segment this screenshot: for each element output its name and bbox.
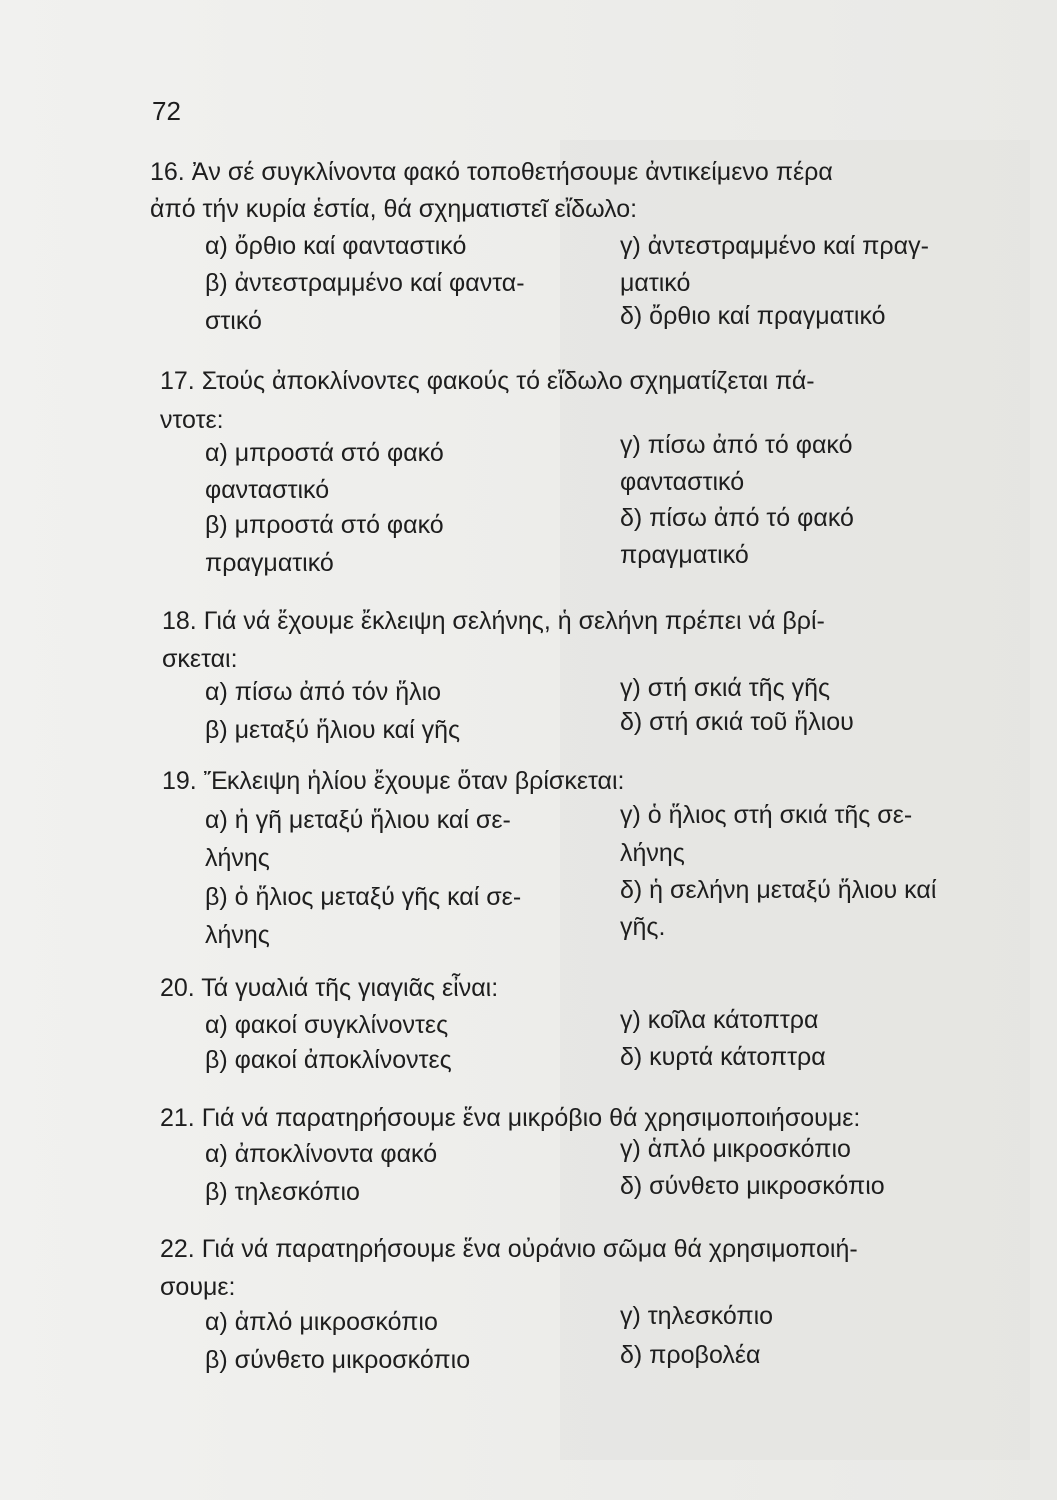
question-20-option-a: α) φακοί συγκλίνοντες [205,1011,449,1039]
question-16-stem-line-2: ἀπό τήν κυρία ἑστία, θά σχηματιστεῖ εἴδωλο: [150,195,638,223]
question-17-stem-line-1: 17. Στούς ἀποκλίνοντες φακούς τό εἴδωλο σχηματίζεται πά- [160,367,815,395]
question-17-option-d: δ) πίσω ἀπό τό φακό [620,504,854,532]
question-18-option-c: γ) στή σκιά τῆς γῆς [620,674,831,702]
question-22-stem-line-1: 22. Γιά νά παρατηρήσουμε ἕνα οὐράνιο σῶμα θά χρησιμοποιή- [160,1235,858,1263]
question-19-option-d-cont: γῆς. [620,913,666,941]
question-20-option-c: γ) κοῖλα κάτοπτρα [620,1006,819,1034]
question-22-option-b: β) σύνθετο μικροσκόπιο [205,1346,471,1374]
question-18-option-a: α) πίσω ἀπό τόν ἥλιο [205,678,442,706]
question-22-option-a: α) ἁπλό μικροσκόπιο [205,1308,438,1336]
question-22-stem-line-2: σουμε: [160,1273,236,1301]
question-18-stem-line-2: σκεται: [162,645,238,673]
question-22-option-d: δ) προβολέα [620,1341,761,1369]
question-21-option-d: δ) σύνθετο μικροσκόπιο [620,1172,885,1200]
question-17-option-a: α) μπροστά στό φακό [205,439,444,467]
question-17-option-d-cont: πραγματικό [620,541,749,569]
question-19-option-b-cont: λήνης [205,921,270,949]
question-17-option-b-cont: πραγματικό [205,549,334,577]
question-19-option-a: α) ἡ γῆ μεταξύ ἥλιου καί σε- [205,806,511,834]
question-19-option-c: γ) ὁ ἥλιος στή σκιά τῆς σε- [620,801,913,829]
question-21-option-b: β) τηλεσκόπιο [205,1178,360,1206]
question-16-option-b: β) ἀντεστραμμένο καί φαντα- [205,269,525,297]
question-18-option-d: δ) στή σκιά τοῦ ἥλιου [620,708,854,736]
question-19-option-b: β) ὁ ἥλιος μεταξύ γῆς καί σε- [205,883,522,911]
question-19-stem: 19. Ἔκλειψη ἡλίου ἔχουμε ὅταν βρίσκεται: [162,767,625,795]
question-17-option-c-cont: φανταστικό [620,468,745,496]
question-20-option-d: δ) κυρτά κάτοπτρα [620,1043,826,1071]
question-20-stem: 20. Τά γυαλιά τῆς γιαγιᾶς εἶναι: [160,974,499,1002]
question-21-option-c: γ) ἁπλό μικροσκόπιο [620,1135,851,1163]
question-16-option-c: γ) ἀντεστραμμένο καί πραγ- [620,232,929,260]
question-16-option-d: δ) ὄρθιο καί πραγματικό [620,302,886,330]
question-20-option-b: β) φακοί ἀποκλίνοντες [205,1046,452,1074]
question-17-option-a-cont: φανταστικό [205,476,330,504]
question-17-stem-line-2: ντοτε: [160,406,224,434]
question-18-stem-line-1: 18. Γιά νά ἔχουμε ἔκλειψη σελήνης, ἡ σελήνη πρέπει νά βρί- [162,607,825,635]
page-number: 72 [152,96,181,126]
question-17-option-b: β) μπροστά στό φακό [205,511,444,539]
question-18-option-b: β) μεταξύ ἥλιου καί γῆς [205,716,461,744]
question-22-option-c: γ) τηλεσκόπιο [620,1302,774,1330]
question-16-option-a: α) ὄρθιο καί φανταστικό [205,232,467,260]
question-21-option-a: α) ἀποκλίνοντα φακό [205,1140,438,1168]
question-19-option-d: δ) ἡ σελήνη μεταξύ ἥλιου καί [620,876,937,904]
question-16-option-b-cont: στικό [205,307,262,335]
question-19-option-a-cont: λήνης [205,844,270,872]
question-16-stem-line-1: 16. Ἀν σέ συγκλίνοντα φακό τοποθετήσουμε ἀντικείμενο πέρα [150,158,833,186]
question-16-option-c-cont: ματικό [620,269,691,297]
question-19-option-c-cont: λήνης [620,839,685,867]
question-17-option-c: γ) πίσω ἀπό τό φακό [620,431,853,459]
question-21-stem: 21. Γιά νά παρατηρήσουμε ἕνα μικρόβιο θά χρησιμοποιήσουμε: [160,1104,861,1132]
